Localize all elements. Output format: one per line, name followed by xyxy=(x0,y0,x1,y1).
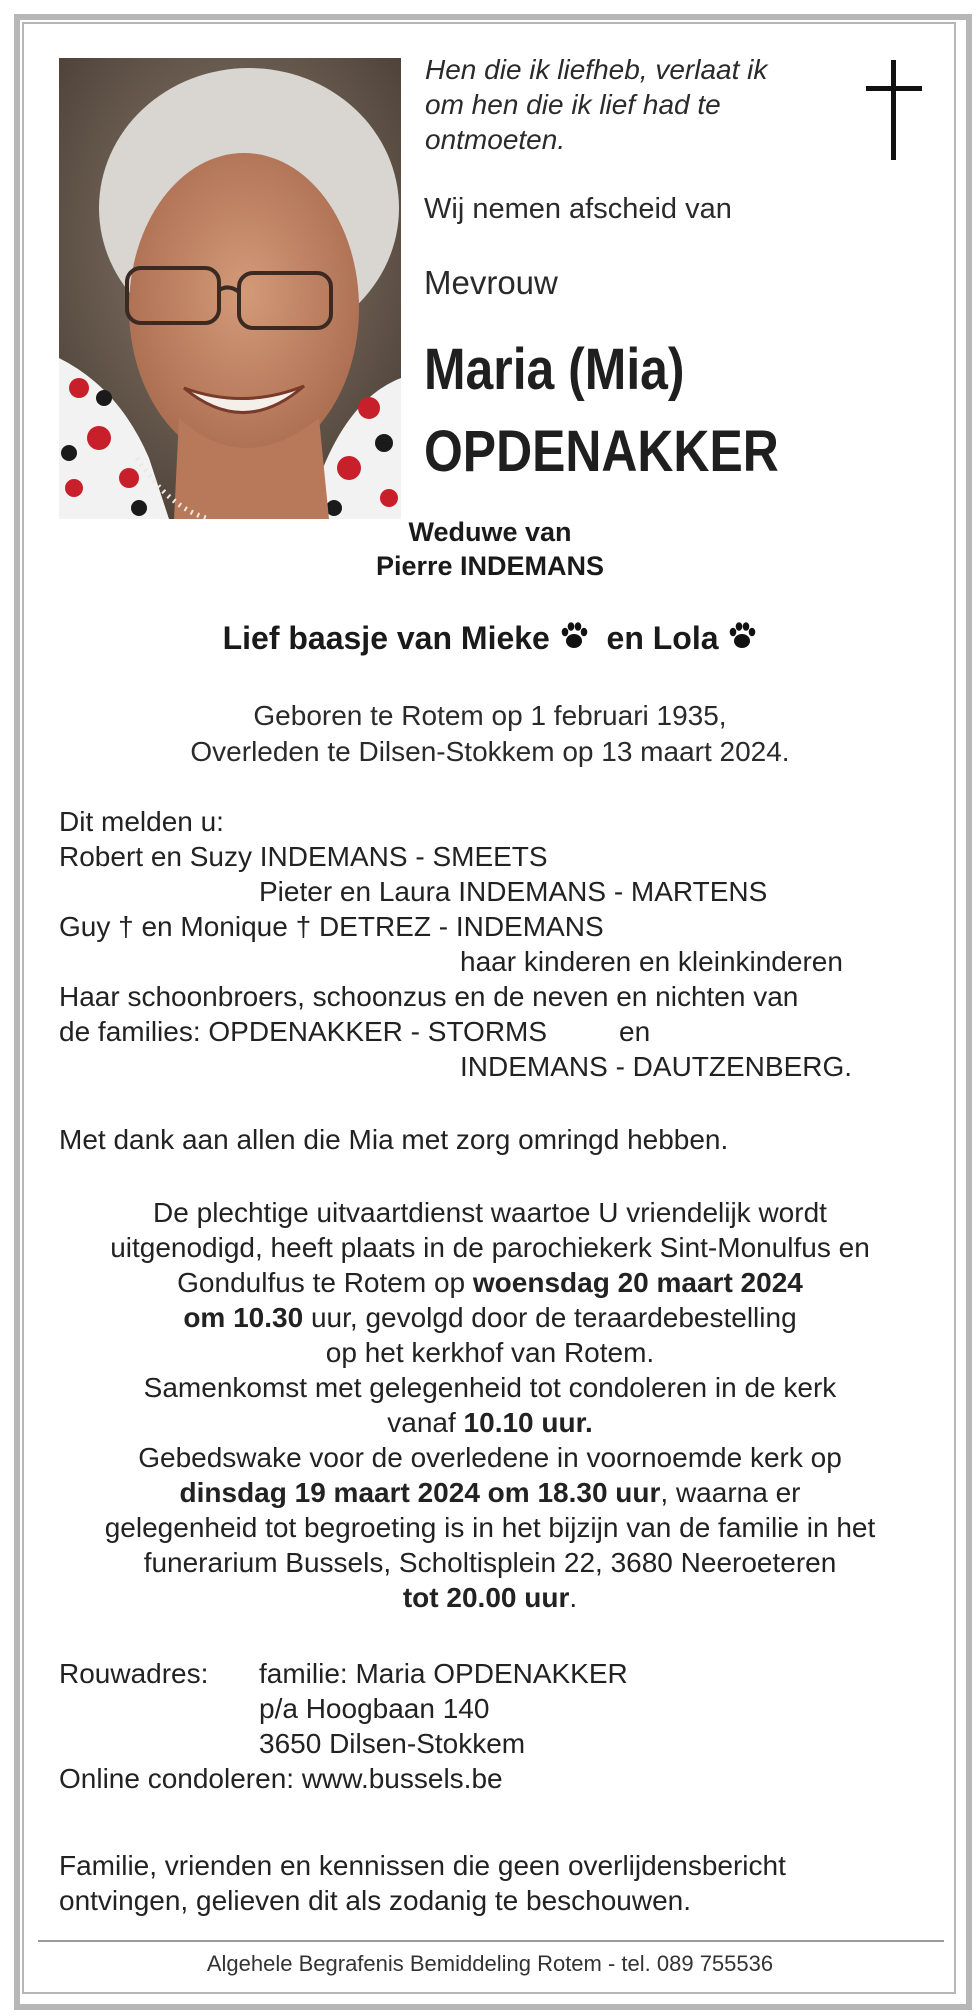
service-info xyxy=(0,1195,980,1615)
service-text: uur, gevolgd door de teraardebestelling xyxy=(303,1302,797,1333)
notice-line: ontvingen, gelieven dit als zodanig te beschouwen. xyxy=(59,1885,691,1916)
birth-line: Geboren te Rotem op 1 februari 1935, xyxy=(253,700,727,731)
address-line: 3650 Dilsen-Stokkem xyxy=(259,1728,526,1759)
service-line xyxy=(0,1475,980,1510)
service-line xyxy=(0,1405,980,1440)
service-line: op het kerkhof van Rotem. xyxy=(325,1337,655,1368)
funeral-time: om 10.30 xyxy=(183,1302,304,1333)
funeral-home-footer: Algehele Begrafenis Bemiddeling Rotem - tel. 089 755536 xyxy=(206,1951,774,1976)
family-line: haar kinderen en kleinkinderen xyxy=(460,946,843,977)
notice-line: Familie, vrienden en kennissen die geen overlijdensbericht xyxy=(59,1850,786,1881)
condolence-time: 10.10 uur. xyxy=(463,1407,593,1438)
quote-line: om hen die ik lief had te xyxy=(425,89,721,120)
service-line: uitgenodigd, heeft plaats in de parochiekerk Sint-Monulfus en xyxy=(110,1232,870,1263)
address-line: familie: Maria OPDENAKKER xyxy=(259,1658,628,1689)
service-text: vanaf xyxy=(387,1407,464,1438)
pets-line xyxy=(0,620,980,657)
pets-text-2: en Lola xyxy=(606,620,719,656)
quote-line: ontmoeten. xyxy=(425,124,566,155)
service-line: Gebedswake voor de overledene in voornoemde kerk op xyxy=(138,1442,842,1473)
thanks-text: Met dank aan allen die Mia met zorg omringd hebben. xyxy=(59,1124,729,1155)
vigil-datetime: dinsdag 19 maart 2024 om 18.30 uur xyxy=(179,1477,661,1508)
service-line: funerarium Bussels, Scholtisplein 22, 3680 Neeroeteren xyxy=(143,1547,837,1578)
service-line: De plechtige uitvaartdienst waartoe U vriendelijk wordt xyxy=(153,1197,827,1228)
life-dates xyxy=(0,698,980,770)
quote xyxy=(425,52,805,157)
service-text: . xyxy=(569,1582,578,1613)
intro-text: Wij nemen afscheid van xyxy=(424,193,732,225)
widow-block xyxy=(0,515,980,583)
widow-label: Weduwe van xyxy=(408,517,572,547)
portrait-photo xyxy=(59,58,401,519)
service-line xyxy=(0,1265,980,1300)
family-line: Pieter en Laura INDEMANS - MARTENS xyxy=(259,876,768,907)
family-line: Guy † en Monique † DETREZ - INDEMANS xyxy=(59,911,604,942)
deceased-first-name: Maria (Mia) xyxy=(424,337,685,402)
service-line: gelegenheid tot begroeting is in het bijzijn van de familie in het xyxy=(104,1512,876,1543)
deceased-last-name: OPDENAKKER xyxy=(424,419,779,484)
family-line: INDEMANS - DAUTZENBERG. xyxy=(460,1051,853,1082)
paw-icon xyxy=(559,621,589,651)
family-line: Haar schoonbroers, schoonzus en de neven en nichten van xyxy=(59,981,799,1012)
service-text: , waarna er xyxy=(660,1477,801,1508)
paw-icon xyxy=(727,621,757,651)
address-label: Rouwadres: xyxy=(59,1658,209,1689)
funeral-date: woensdag 20 maart 2024 xyxy=(472,1267,803,1298)
family-line: de families: OPDENAKKER - STORMS xyxy=(59,1016,548,1047)
family-line: Robert en Suzy INDEMANS - SMEETS xyxy=(59,841,548,872)
service-line xyxy=(0,1300,980,1335)
salutation: Mevrouw xyxy=(424,264,558,301)
pets-text-1: Lief baasje van Mieke xyxy=(222,620,550,656)
service-text: Gondulfus te Rotem op xyxy=(177,1267,473,1298)
death-line: Overleden te Dilsen-Stokkem op 13 maart 2024. xyxy=(190,736,790,767)
family-heading: Dit melden u: xyxy=(59,806,224,837)
spouse-name: Pierre INDEMANS xyxy=(375,551,605,581)
service-line: Samenkomst met gelegenheid tot condoleren in de kerk xyxy=(143,1372,837,1403)
family-line-and: en xyxy=(619,1016,651,1047)
service-line xyxy=(0,1580,980,1615)
cross-icon xyxy=(866,60,922,160)
visitation-end-time: tot 20.00 uur xyxy=(402,1582,570,1613)
address-line: p/a Hoogbaan 140 xyxy=(259,1693,490,1724)
online-condolence: Online condoleren: www.bussels.be xyxy=(59,1763,503,1794)
quote-line: Hen die ik liefheb, verlaat ik xyxy=(425,54,768,85)
footer-divider xyxy=(38,1940,944,1942)
